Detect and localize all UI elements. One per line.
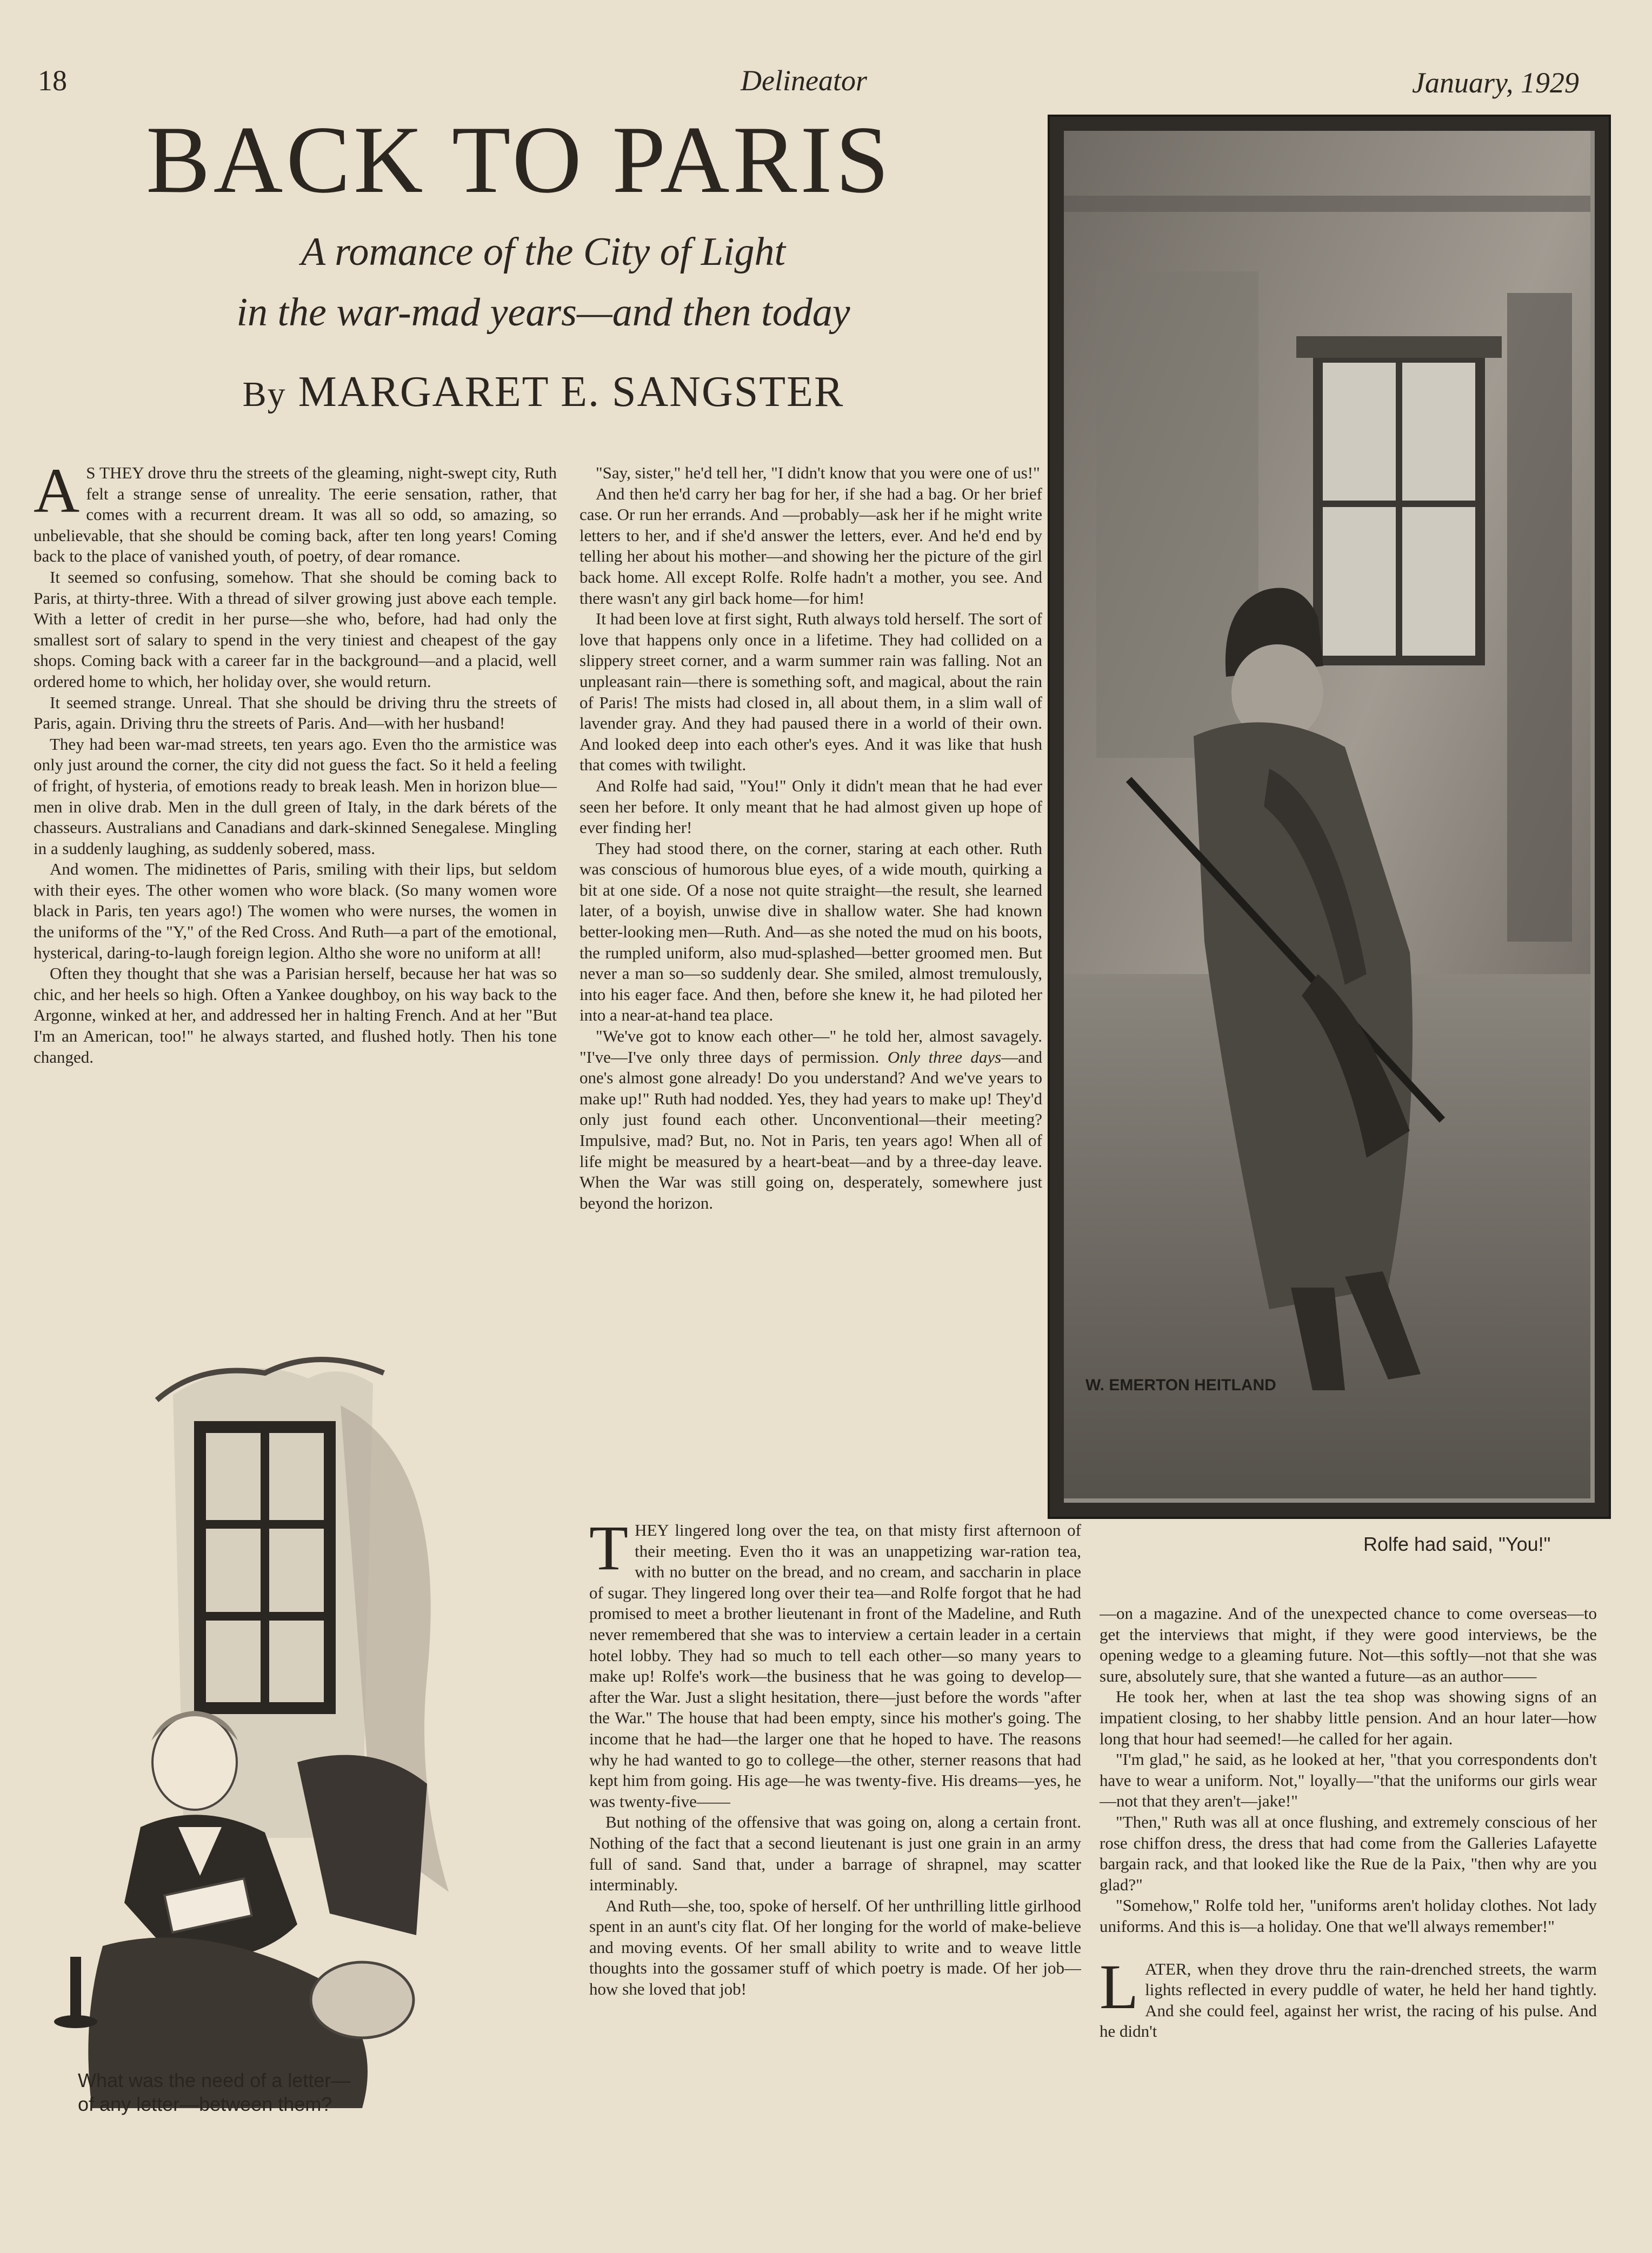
- col2-paragraph-6-emphasis: Only three days: [887, 1047, 1002, 1066]
- col2-paragraph-5: They had stood there, on the corner, staring at each other. Ruth was conscious of humorous blue eyes, of a wide mouth, quirking a bit at one side. Of a nose not quite straight—the result, she learned later, of a boyish, unwise dive in shallow water. She had known better-looking men—Ruth. And—as she noted the mud on his boots, the rumpled uniform, also mud-splashed—better groomed men. But never a man so—so suddenly dear. She smiled, almost tremulously, into his eager face. And then, before she knew it, he had piloted her into a near-at-hand tea place.: [579, 838, 1042, 1025]
- col3-paragraph-1: HEY lingered long over the tea, on that misty first afternoon of their meeting. Even tho it was an unappetizing war-ration tea, with no butter on the bread, and no cream, and saccharin in place of sugar. They lingered long over their tea—and Rolfe forgot that he had promised to meet a brother lieutenant in front of the Madeline, and Ruth never remembered that she was to interview a certain leader in a certain hotel lobby. They had so much to tell each other—so many years to make up! Rolfe's work—the business that he was going to develop—after the War. Just a slight hesitation, there—just before the words "after the War." The house that had been empty, since his mother's going. The income that he had—the larger one that he hoped to have. The reasons why he had wanted to go to college—the other, sterner reasons that had kept him from going. His age—he was twenty-five. His dreams—yes, he was twenty-five——: [589, 1521, 1081, 1811]
- subtitle-line-2: in the war-mad years—and then today: [236, 290, 850, 335]
- col1-paragraph-1: S THEY drove thru the streets of the gleaming, night-swept city, Ruth felt a strange sense of unreality. The eerie sensation, rather, that comes with a recurrent dream. It was all so odd, so amazing, so unbelievable, that she should be coming back, after ten long years! Coming back to the place of vanished youth, of poetry, of dear romance.: [34, 463, 557, 566]
- byline-author: MARGARET E. SANGSTER: [298, 368, 844, 416]
- col2-paragraph-6-b: —and one's almost gone already! Do you understand? And we've years to make up!" Ruth had nodded. Yes, they had years to make up! They'd only just found each other. Unconventional—their meeting? Impulsive, mad? But, no. Not in Paris, ten years ago! When all of life might be measured by a heart-beat—and by a three-day leave. When the War was still going on, desperately, somewhere just beyond the horizon.: [579, 1047, 1042, 1212]
- body-column-2: [579, 463, 1042, 1509]
- col2-paragraph-1: "Say, sister," he'd tell her, "I didn't know that you were one of us!": [596, 463, 1040, 482]
- byline: [200, 368, 887, 417]
- illustration-woman-reading-letter: [38, 1297, 595, 2119]
- col2-paragraph-4: And Rolfe had said, "You!" Only it didn't mean that he had ever seen her before. It only meant that he had almost given up hope of ever finding her!: [579, 776, 1042, 837]
- sketch-illustration: [38, 1297, 595, 2119]
- body-column-3: [589, 1520, 1081, 2125]
- col1-paragraph-6: Often they thought that she was a Parisian herself, because her hat was so chic, and her heels so high. Often a Yankee doughboy, on his way back to the Argonne, winked at her, and addressed her in halting French. And at her "But I'm an American, too!" he always started, and flushed hotly. Then his tone changed.: [34, 964, 557, 1066]
- col3-paragraph-2: But nothing of the offensive that was going on, along a certain front. Nothing of the fact that a second lieutenant is just one grain in an army full of sand. Sand that, under a barrage of shrapnel, may scatter interminably.: [589, 1812, 1081, 1895]
- drop-cap-l: L: [1100, 1951, 1139, 2022]
- drop-cap-t: T: [589, 1520, 629, 1583]
- sketch-caption-line-2: of any letter—between them?: [78, 2093, 332, 2115]
- issue-date: January, 1929: [1412, 66, 1579, 99]
- article-title: BACK TO PARIS: [146, 106, 892, 213]
- col4-paragraph-2: He took her, when at last the tea shop was showing signs of an impatient closing, to her shabby little pension. And an hour later—how long that hour had seemed!—he called for her again.: [1100, 1687, 1597, 1748]
- col1-paragraph-3: It seemed strange. Unreal. That she should be driving thru the streets of Paris, again. Driving thru the streets of Paris. And—with her husband!: [34, 692, 557, 733]
- col1-paragraph-4: They had been war-mad streets, ten years ago. Even tho the armistice was only just around the corner, the city did not guess the fact. So it held a feeling of fright, of hysteria, of emotions ready to break leash. Men in horizon blue—men in olive drab. Men in the dull green of Italy, in the dark bérets of the chasseurs. Australians and Canadians and dark-skinned Senegalese. Mingling in a suddenly laughing, as suddenly sobered, mass.: [34, 734, 557, 858]
- col2-paragraph-2: And then he'd carry her bag for her, if she had a bag. Or her brief case. Or run her errands. And —probably—ask her if he might write letters to her, and if she'd answer the letters, ever. And he'd end by telling her about his mother—and showing her the picture of the girl back home. All except Rolfe. Rolfe hadn't a mother, you see. And there wasn't any girl back home—for him!: [579, 484, 1042, 608]
- col4-paragraph-6: ATER, when they drove thru the rain-drenched streets, the warm lights reflected in every puddle of water, he held her hand tightly. And she could feel, against her wrist, the racing of his pulse. And he didn't: [1100, 1959, 1597, 2041]
- col2-paragraph-6-a: "We've got to know each other—" he told her, almost savagely. "I've—I've only three days of permission.: [579, 1026, 1042, 1066]
- col2-paragraph-6: [579, 1026, 1042, 1214]
- artist-signature: W. EMERTON HEITLAND: [1085, 1376, 1276, 1394]
- illustration-man-with-umbrella: [1064, 131, 1590, 1498]
- col4-paragraph-1: —on a magazine. And of the unexpected chance to come overseas—to get the interviews that might, if they were good interviews, be the opening wedge to a gleaming future. Not—this softly—not that she was sure, absolutely sure, that she wanted a future—as an author——: [1100, 1604, 1597, 1685]
- col2-paragraph-3: It had been love at first sight, Ruth always told herself. The sort of love that happens only once in a lifetime. They had collided on a slippery street corner, and a warm summer rain was falling. Not an unpleasant rain—there is something soft, and magical, about the rain of Paris! The mists had closed in, all about them, in a slim wall of lavender gray. And they had paused there in a world of their own. And looked deep into each other's eyes. And it was like that hush that comes with twilight.: [579, 609, 1042, 775]
- subtitle-line-1: A romance of the City of Light: [301, 230, 786, 274]
- byline-by: By: [242, 375, 287, 414]
- col1-paragraph-2: It seemed so confusing, somehow. That she should be coming back to Paris, at thirty-three. With a thread of silver growing just above each temple. With a letter of credit in her purse—she who, before, had had only the smallest sort of salary to spend in the very tiniest and cheapest of the gay shops. Coming back with a career far in the background—and a placid, well ordered home to which, her holiday over, she would return.: [34, 567, 557, 691]
- magazine-name: Delineator: [741, 64, 867, 97]
- col1-paragraph-5: And women. The midinettes of Paris, smiling with their lips, but seldom with their eyes. The other women who wore black. (So many women wore black in Paris, ten years ago!) The women who were nurses, the women in the uniforms of the "Y," of the Red Cross. And Ruth—a part of the emotional, hysterical, daring-to-laugh foreign legion. Altho she wore no uniform at all!: [34, 859, 557, 962]
- main-illustration-caption: Rolfe had said, "You!": [1363, 1533, 1551, 1555]
- col3-paragraph-3: And Ruth—she, too, spoke of herself. Of her unthrilling little girlhood spent in an aunt's city flat. Of her longing for the world of make-believe and moving events. Of her small ability to write and to weave little thoughts into the gossamer stuff of which poetry is made. Of her job—how she loved that job!: [589, 1896, 1081, 1999]
- col4-paragraph-5: "Somehow," Rolfe told her, "uniforms aren't holiday clothes. Not lady uniforms. And this is—a holiday. One that we'll always remember!": [1100, 1896, 1597, 1936]
- body-column-1: [34, 463, 557, 1274]
- page-number: 18: [38, 64, 67, 97]
- drop-cap-a: A: [34, 463, 80, 526]
- body-column-4: [1100, 1603, 1597, 2122]
- col4-paragraph-4: "Then," Ruth was all at once flushing, and extremely conscious of her rose chiffon dress, the dress that had come from the Galleries Lafayette bargain rack, and that looked like the Rue de la Paix, "then why are you glad?": [1100, 1812, 1597, 1894]
- sketch-caption-line-1: What was the need of a letter—: [78, 2069, 351, 2091]
- col4-paragraph-3: "I'm glad," he said, as he looked at her, "that you correspondents don't have to wear a uniform. Not," loyally—"that the uniforms our girls wear—not that they aren't—jake!": [1100, 1750, 1597, 1811]
- main-illustration: [1048, 115, 1611, 1519]
